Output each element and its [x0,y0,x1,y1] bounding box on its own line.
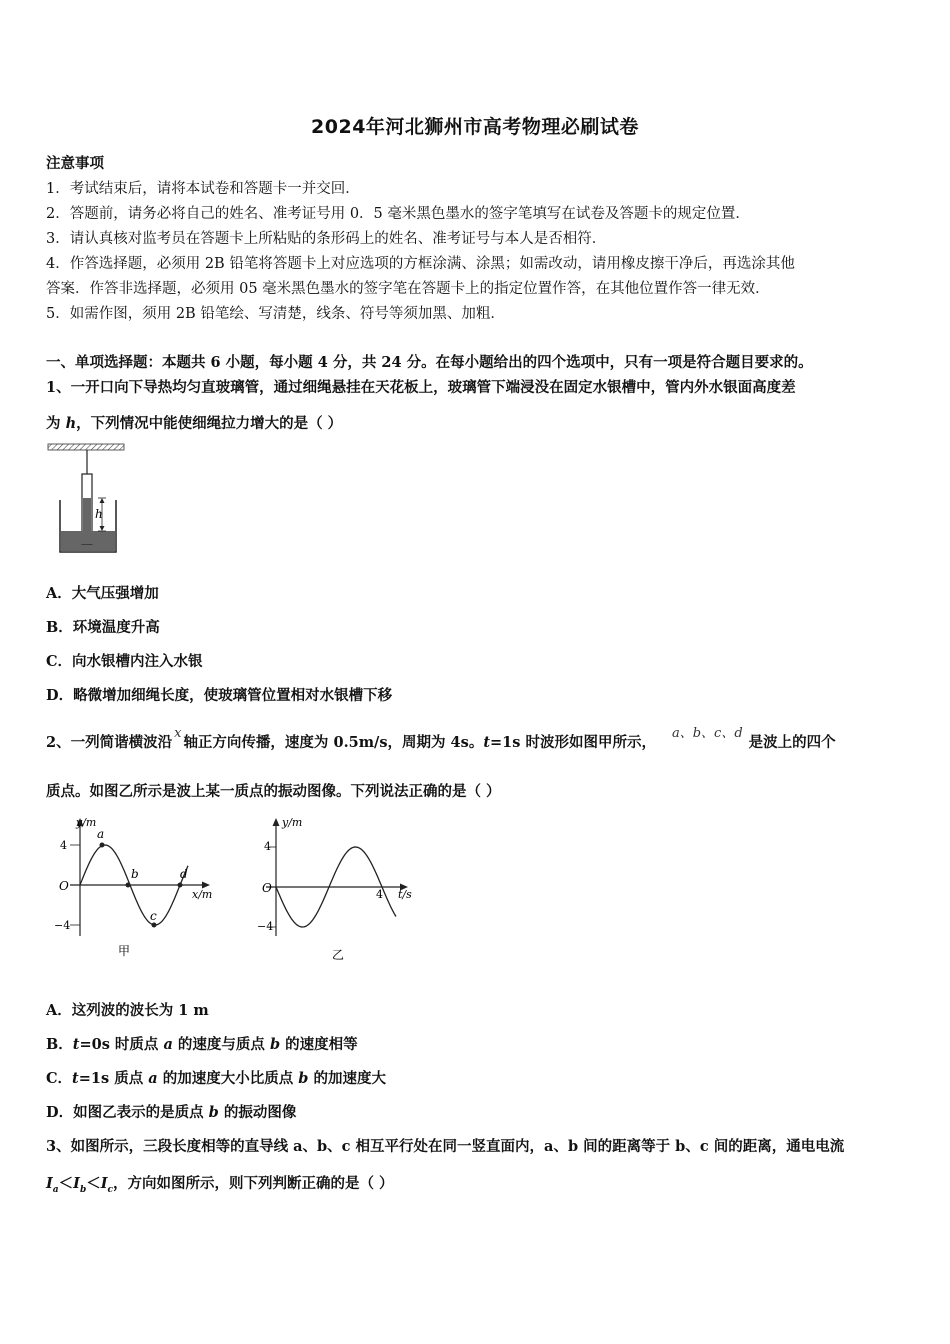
question-3-line2 [46,1172,394,1195]
text: D．如图乙表示的是质点 [46,1104,209,1121]
wave-graph-jia [46,812,226,962]
var-a: a [163,1036,173,1053]
point-a [100,843,105,848]
sub-c: c [107,1184,114,1195]
q2-option-c [46,1067,386,1088]
q1-option-c: C．向水银槽内注入水银 [46,653,203,670]
q2-option-a: A．这列波的波长为 1 m [46,1002,209,1019]
text: 的速度相等 [280,1036,358,1053]
label-a: a [97,827,105,841]
question-3-line1: 3、如图所示，三段长度相等的直导线 a、b、c 相互平行处在同一竖直面内，a、b 间的距离等于 b、c 间的距离，通电电流 [46,1138,845,1155]
h-label: h [95,507,103,521]
page-title: 2024年河北狮州市高考物理必刷试卷 [311,116,639,138]
y-tick-label-4: 4 [264,840,271,853]
q1-option-d: D．略微增加细绳长度，使玻璃管位置相对水银槽下移 [46,687,393,704]
notice-item: 5．如需作图，须用 2B 铅笔绘、写清楚，线条、符号等须加黑、加粗． [46,306,505,322]
label-c: c [150,909,157,923]
graph-caption: 乙 [332,948,345,962]
notice-item: 1．考试结束后，请将本试卷和答题卡一并交回． [46,181,360,197]
lt: ＜ [86,1175,101,1192]
var-b: b [298,1070,309,1087]
question-2-line2: 质点。如图乙所示是波上某一质点的振动图像。下列说法正确的是（ ） [46,783,501,800]
text: ，下列情况中能使细绳拉力增大的是（ ） [76,415,343,432]
origin-label: O [262,881,272,895]
q1-option-b: B．环境温度升高 [46,619,160,636]
point-b [126,883,131,888]
question-2-line1 [46,726,836,752]
text: 2、一列简谐横波沿 [46,734,173,751]
text: 的速度与质点 [172,1036,270,1053]
lt: ＜ [58,1175,74,1192]
question-1-line1: 1、一开口向下导热均匀直玻璃管，通过细绳悬挂在天花板上，玻璃管下端浸没在固定水银槽中，管内外水银面高度差 [46,379,796,396]
text: 的振动图像 [218,1104,297,1121]
ceiling-shape [48,444,124,450]
tube-bottom-fill [81,531,93,544]
var-h: h [65,415,77,432]
notice-heading: 注意事项 [46,155,104,172]
text: C． [46,1070,73,1087]
text: 为 [46,415,66,432]
origin-label: O [59,879,69,893]
y-tick-label-minus4: −4 [54,919,71,932]
text: =1s 质点 [78,1070,149,1087]
point-d [178,883,183,888]
sub-a: a [52,1184,59,1195]
points-label: a、b、c、d [671,726,743,741]
text: 的加速度大小比质点 [157,1070,299,1087]
y-tick-label-minus4: −4 [257,920,274,933]
y-axis-arrow-icon [273,818,280,826]
x-axis-label: x/m [192,888,213,901]
var-a: a [148,1070,158,1087]
label-d: d [180,867,188,881]
text: =0s 时质点 [79,1036,164,1053]
q1-option-a: A．大气压强增加 [46,585,159,602]
question-1-line2 [46,412,342,433]
sub-b: b [79,1184,87,1195]
y-axis-label: y/m [76,816,97,829]
text: 轴正方向传播，速度为 0.5m/s，周期为 4s。 [183,734,484,751]
x-tick-label-4: 4 [376,888,383,901]
notice-item: 答案．作答非选择题，必须用 05 毫米黑色墨水的签字笔在答题卡上的指定位置作答，在其他位置作答一律无效． [46,281,770,297]
notice-item: 4．作答选择题，必须用 2B 铅笔将答题卡上对应选项的方框涂满、涂黑；如需改动，请用橡皮擦干净后，再选涂其他 [46,256,795,272]
var-b: b [269,1036,281,1053]
x-axis-label: t/s [398,888,412,901]
text: ，方向如图所示，则下列判断正确的是（ ） [113,1175,394,1192]
notice-item: 3．请认真核对监考员在答题卡上所粘贴的条形码上的姓名、准考证号与本人是否相符． [46,231,607,247]
q2-option-d [46,1101,296,1122]
var-t: t [483,734,491,751]
var-x: x [174,726,182,741]
var-b: b [208,1104,219,1121]
y-axis-label: y/m [282,816,303,829]
var-t: t [72,1036,80,1053]
text: 的加速度大 [308,1070,386,1087]
text: =1s 时波形如图甲所示， [490,734,656,751]
y-tick-label-4: 4 [60,839,67,852]
text: B． [46,1036,73,1053]
point-c [152,923,157,928]
glass-tube-figure [44,440,130,558]
var-I: I [73,1175,80,1192]
h-arrow-up-icon [100,498,105,503]
var-I: I [46,1175,53,1192]
q2-option-b [46,1033,358,1054]
vibration-graph-yi [254,812,434,962]
notice-item: 2．答题前，请务必将自己的姓名、准考证号用 0．5 毫米黑色墨水的签字笔填写在试卷及答题卡的规定位置． [46,206,750,222]
label-b: b [131,867,139,881]
h-arrow-down-icon [100,526,105,531]
section-heading: 一、单项选择题：本题共 6 小题，每小题 4 分，共 24 分。在每小题给出的四个选项中，只有一项是符合题目要求的。 [46,354,813,371]
graph-caption: 甲 [118,944,131,958]
var-I: I [100,1175,108,1192]
var-t: t [72,1070,79,1087]
text: 是波上的四个 [748,734,836,751]
